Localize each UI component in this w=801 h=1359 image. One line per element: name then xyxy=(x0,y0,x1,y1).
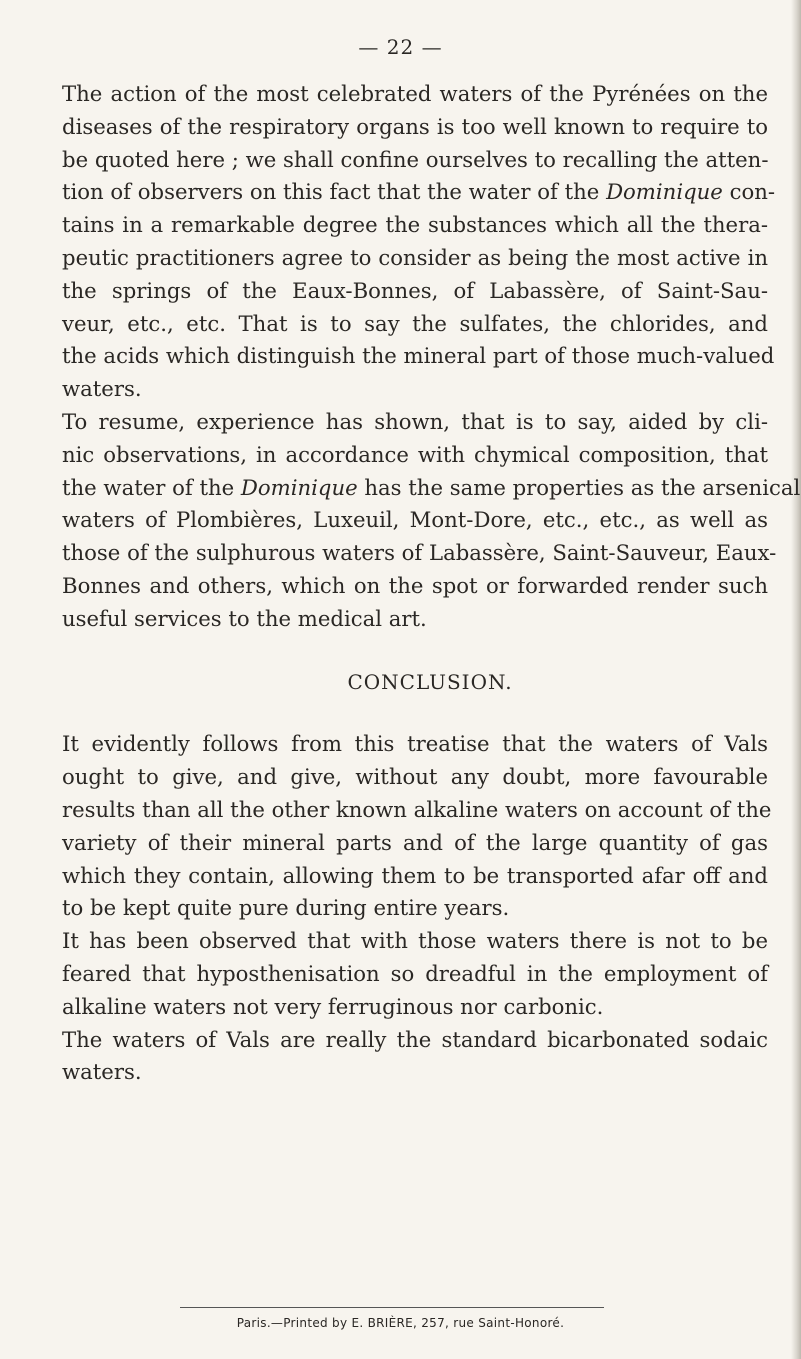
text-line: diseases of the respiratory organs is too well known to require to xyxy=(62,113,768,139)
text-line: nic observations, in accordance with chymical composition, that xyxy=(62,441,768,467)
text-line: variety of their mineral parts and of the large quantity of gas xyxy=(62,829,768,855)
page-number: — 22 — xyxy=(358,35,443,59)
paragraph-1 xyxy=(62,78,776,406)
text-line: be quoted here ; we shall confine ourselves to recalling the atten- xyxy=(62,146,769,172)
text-line: ought to give, and give, without any doubt, more favourable xyxy=(62,764,768,790)
footer-rule xyxy=(180,1307,604,1308)
italic-word: Dominique xyxy=(240,474,358,500)
text-line: tains in a remarkable degree the substances which all the thera- xyxy=(62,212,768,238)
printer-imprint: Paris.—Printed by E. BRIÈRE, 257, rue Saint-Honoré. xyxy=(236,1316,565,1330)
text-line: feared that hyposthenisation so dreadful in the employment of xyxy=(62,960,768,986)
conclusion-heading: CONCLUSION. xyxy=(347,669,513,694)
text-line: The waters of Vals are really the standard bicarbonated sodaic xyxy=(62,1026,768,1052)
paragraph-5 xyxy=(62,1024,768,1090)
text-fragment: con- xyxy=(722,179,776,205)
text-line: which they contain, allowing them to be transported afar off and xyxy=(62,862,768,888)
text-line: waters. xyxy=(62,1059,142,1085)
text-line: waters. xyxy=(62,376,142,402)
text-line xyxy=(62,472,801,505)
text-line: peutic practitioners agree to consider as being the most active in xyxy=(62,244,768,270)
text-fragment: has the same properties as the arsenical xyxy=(357,474,801,500)
text-line: alkaline waters not very ferruginous nor carbonic. xyxy=(62,993,604,1019)
text-fragment: the water of the xyxy=(62,474,241,500)
body-text xyxy=(62,78,801,1089)
text-line: It evidently follows from this treatise that the waters of Vals xyxy=(62,731,768,757)
text-line: Bonnes and others, which on the spot or forwarded render such xyxy=(62,572,768,598)
text-line: The action of the most celebrated waters of the Pyrénées on the xyxy=(62,81,768,106)
text-line: the acids which distinguish the mineral part of those much-valued xyxy=(62,343,775,369)
paragraph-3 xyxy=(62,728,772,925)
text-line: veur, etc., etc. That is to say the sulfates, the chlorides, and xyxy=(62,310,768,336)
text-fragment: tion of observers on this fact that the water of the xyxy=(62,179,607,205)
text-line: It has been observed that with those waters there is not to be xyxy=(62,928,768,954)
page-edge xyxy=(791,0,801,1359)
paragraph-2 xyxy=(62,406,801,636)
text-line: to be kept quite pure during entire years. xyxy=(62,895,510,921)
text-line: To resume, experience has shown, that is to say, aided by cli- xyxy=(62,408,768,434)
paragraph-4 xyxy=(62,925,768,1023)
text-line: the springs of the Eaux-Bonnes, of Labassère, of Saint-Sau- xyxy=(62,277,768,303)
text-line: waters of Plombières, Luxeuil, Mont-Dore, etc., etc., as well as xyxy=(62,507,768,533)
text-line xyxy=(62,176,776,209)
text-line: useful services to the medical art. xyxy=(62,605,427,631)
text-line: results than all the other known alkaline waters on account of the xyxy=(62,796,772,822)
text-line: those of the sulphurous waters of Labassère, Saint-Sauveur, Eaux- xyxy=(62,540,777,566)
italic-word: Dominique xyxy=(606,179,723,205)
